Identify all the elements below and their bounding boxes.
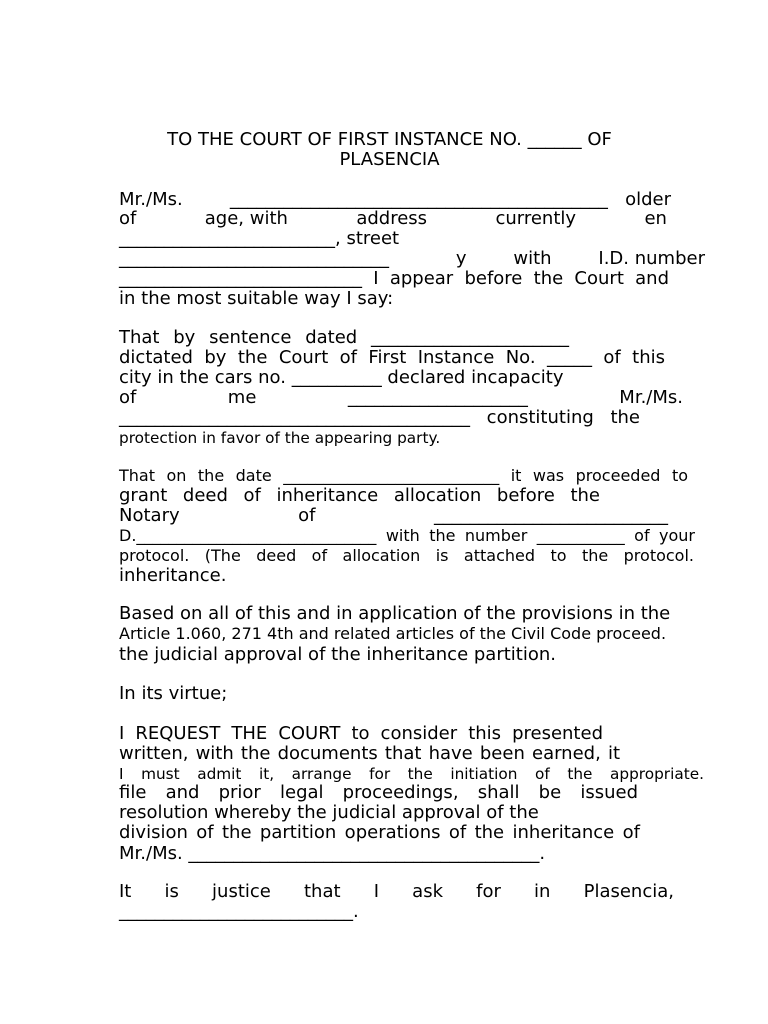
- y-text: y: [455, 248, 467, 269]
- intro-line-6: in the most suitable way I say:: [119, 288, 394, 309]
- sentence-line-2: dictated by the Court of First Instance No. _____ of this: [119, 347, 665, 368]
- intro-line-3: ________________________, street: [119, 228, 400, 249]
- sentence-line-5: _______________________________________ constituting the: [119, 407, 640, 428]
- request-line-2: written, with the documents that have been earned, it: [119, 743, 620, 764]
- request-line-5: resolution whereby the judicial approval of the: [119, 802, 539, 823]
- basis-line-2: Article 1.060, 271 4th and related articles of the Civil Code proceed.: [119, 624, 667, 643]
- en-text: en: [644, 208, 667, 229]
- with-text: with: [513, 248, 552, 269]
- sentence-line-3: city in the cars no. __________ declared incapacity: [119, 367, 564, 388]
- basis-line-1: Based on all of this and in application of the provisions in the: [119, 603, 671, 624]
- salutation-text: Mr./Ms.: [119, 189, 183, 210]
- id-number-text: I.D. number: [598, 248, 705, 269]
- request-line-7: Mr./Ms. _______________________________________.: [119, 843, 546, 864]
- age-text: age, with: [204, 208, 288, 229]
- request-line-3: I must admit it, arrange for the initiation of the appropriate.: [119, 765, 704, 783]
- name-blank: __________________________________________: [229, 189, 608, 210]
- deed-line-6: inheritance.: [119, 565, 227, 586]
- street-blank: ______________________________: [119, 248, 389, 269]
- heading-line-1: TO THE COURT OF FIRST INSTANCE NO. ______ OF: [167, 129, 612, 150]
- deed-line-1: That on the date ___________________________ it was proceeded to: [119, 466, 688, 485]
- closing-signature-blank: __________________________.: [119, 901, 359, 922]
- heading-line-2: PLASENCIA: [339, 149, 440, 170]
- request-line-4: file and prior legal proceedings, shall be issued: [119, 782, 638, 803]
- intro-line-1: [119, 190, 671, 210]
- sentence-line-1: That by sentence dated ______________________: [119, 327, 569, 348]
- request-line-6: division of the partition operations of the inheritance of: [119, 822, 640, 843]
- sentence-line-6: protection in favor of the appearing party.: [119, 429, 441, 447]
- intro-line-2: [119, 209, 667, 229]
- deed-line-4: D.______________________________ with the number ___________ of your: [119, 526, 695, 545]
- deed-line-3: Notary of __________________________: [119, 505, 668, 526]
- virtue-line: In its virtue;: [119, 683, 228, 704]
- closing-line-1: It is justice that I ask for in Plasencia,: [119, 881, 674, 902]
- deed-line-2: grant deed of inheritance allocation before the: [119, 485, 600, 506]
- deed-line-5: protocol. (The deed of allocation is attached to the protocol.: [119, 546, 694, 565]
- sentence-line-4: of me ____________________ Mr./Ms.: [119, 387, 683, 408]
- currently-text: currently: [495, 208, 577, 229]
- older-text: older: [625, 189, 671, 210]
- of-text: of: [119, 208, 137, 229]
- request-line-1: I REQUEST THE COURT to consider this presented: [119, 723, 603, 744]
- basis-line-3: the judicial approval of the inheritance partition.: [119, 644, 556, 665]
- intro-line-4: [119, 249, 705, 269]
- intro-line-5: ___________________________ I appear before the Court and: [119, 268, 669, 289]
- address-text: address: [356, 208, 428, 229]
